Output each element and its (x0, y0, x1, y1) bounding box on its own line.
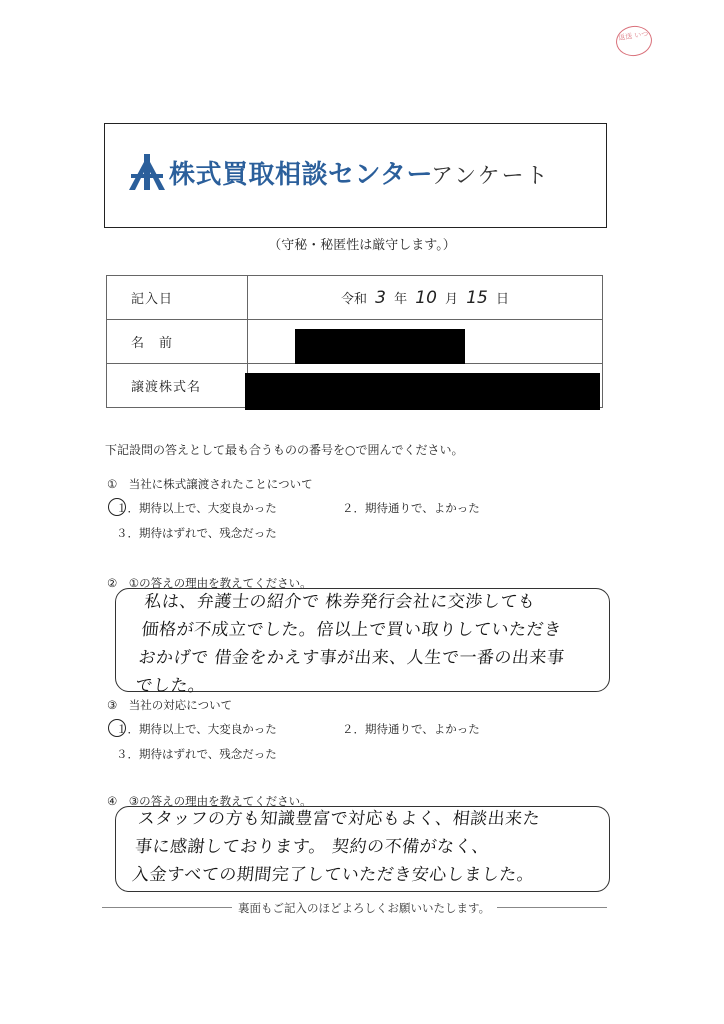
q1-option-3: ３．期待はずれで、残念だった (116, 526, 277, 540)
answer-4 (131, 805, 612, 889)
redacted-name (295, 329, 465, 364)
confidentiality-note: （守秘・秘匿性は厳守します。） (268, 238, 456, 253)
survey-title: アンケート (431, 164, 550, 189)
answer-4-line: 事に感謝しております。 契約の不備がなく、 (133, 837, 491, 857)
question-4-title: ④ ③の答えの理由を教えてください。 (107, 794, 312, 808)
company-name: 株式買取相談センター (169, 160, 433, 190)
date-label: 記入日 (107, 276, 248, 320)
date-month-unit: 月 (445, 291, 459, 307)
date-day-unit: 日 (495, 291, 509, 307)
date-year: 3 (375, 287, 386, 308)
footer-divider-left (102, 907, 232, 908)
date-year-unit: 年 (394, 291, 408, 307)
footer-note: 裏面もご記入のほどよろしくお願いいたします。 (238, 901, 491, 915)
date-day: 15 (466, 287, 488, 308)
q3-option-1: １．期待以上で、大変良かった (116, 722, 277, 736)
answer-4-line: スタッフの方も知識豊富で対応もよく、相談出来た (136, 809, 542, 829)
date-era: 令和 (340, 291, 367, 307)
question-3-title: ③ 当社の対応について (107, 698, 233, 712)
question-1-title: ① 当社に株式譲渡されたことについて (107, 477, 313, 491)
date-value (248, 276, 603, 320)
name-label: 名 前 (107, 320, 248, 364)
answer-2-line: でした。 (134, 676, 207, 696)
q3-option-2: ２．期待通りで、よかった (342, 722, 480, 736)
answer-4-line: 入金すべての期間完了していただき安心しました。 (131, 865, 536, 885)
answer-2 (134, 588, 616, 700)
answer-2-line: 私は、弁護士の紹介で 株券発行会社に交渉しても (143, 592, 537, 612)
stock-label: 譲渡株式名 (107, 364, 248, 408)
question-2-title: ② ①の答えの理由を教えてください。 (107, 576, 312, 590)
q1-option-1: １．期待以上で、大変良かった (116, 501, 277, 515)
redacted-stock-name (245, 373, 600, 410)
handwritten-stamp: 返送 いつ (614, 24, 654, 59)
q3-option-3: ３．期待はずれで、残念だった (116, 747, 277, 761)
footer-divider-right (497, 907, 607, 908)
title-box (104, 123, 607, 228)
date-row (107, 276, 603, 320)
answer-2-line: 価格が不成立でした。倍以上で買い取りしていただき (140, 620, 563, 640)
company-logo-icon (127, 154, 167, 190)
answer-2-line: おかげで 借金をかえす事が出来、人生で一番の出来事 (137, 648, 566, 668)
instructions: 下記設問の答えとして最も合うものの番号を○で囲んでください。 (105, 443, 464, 457)
q1-option-2: ２．期待通りで、よかった (342, 501, 480, 515)
date-month: 10 (415, 287, 437, 308)
